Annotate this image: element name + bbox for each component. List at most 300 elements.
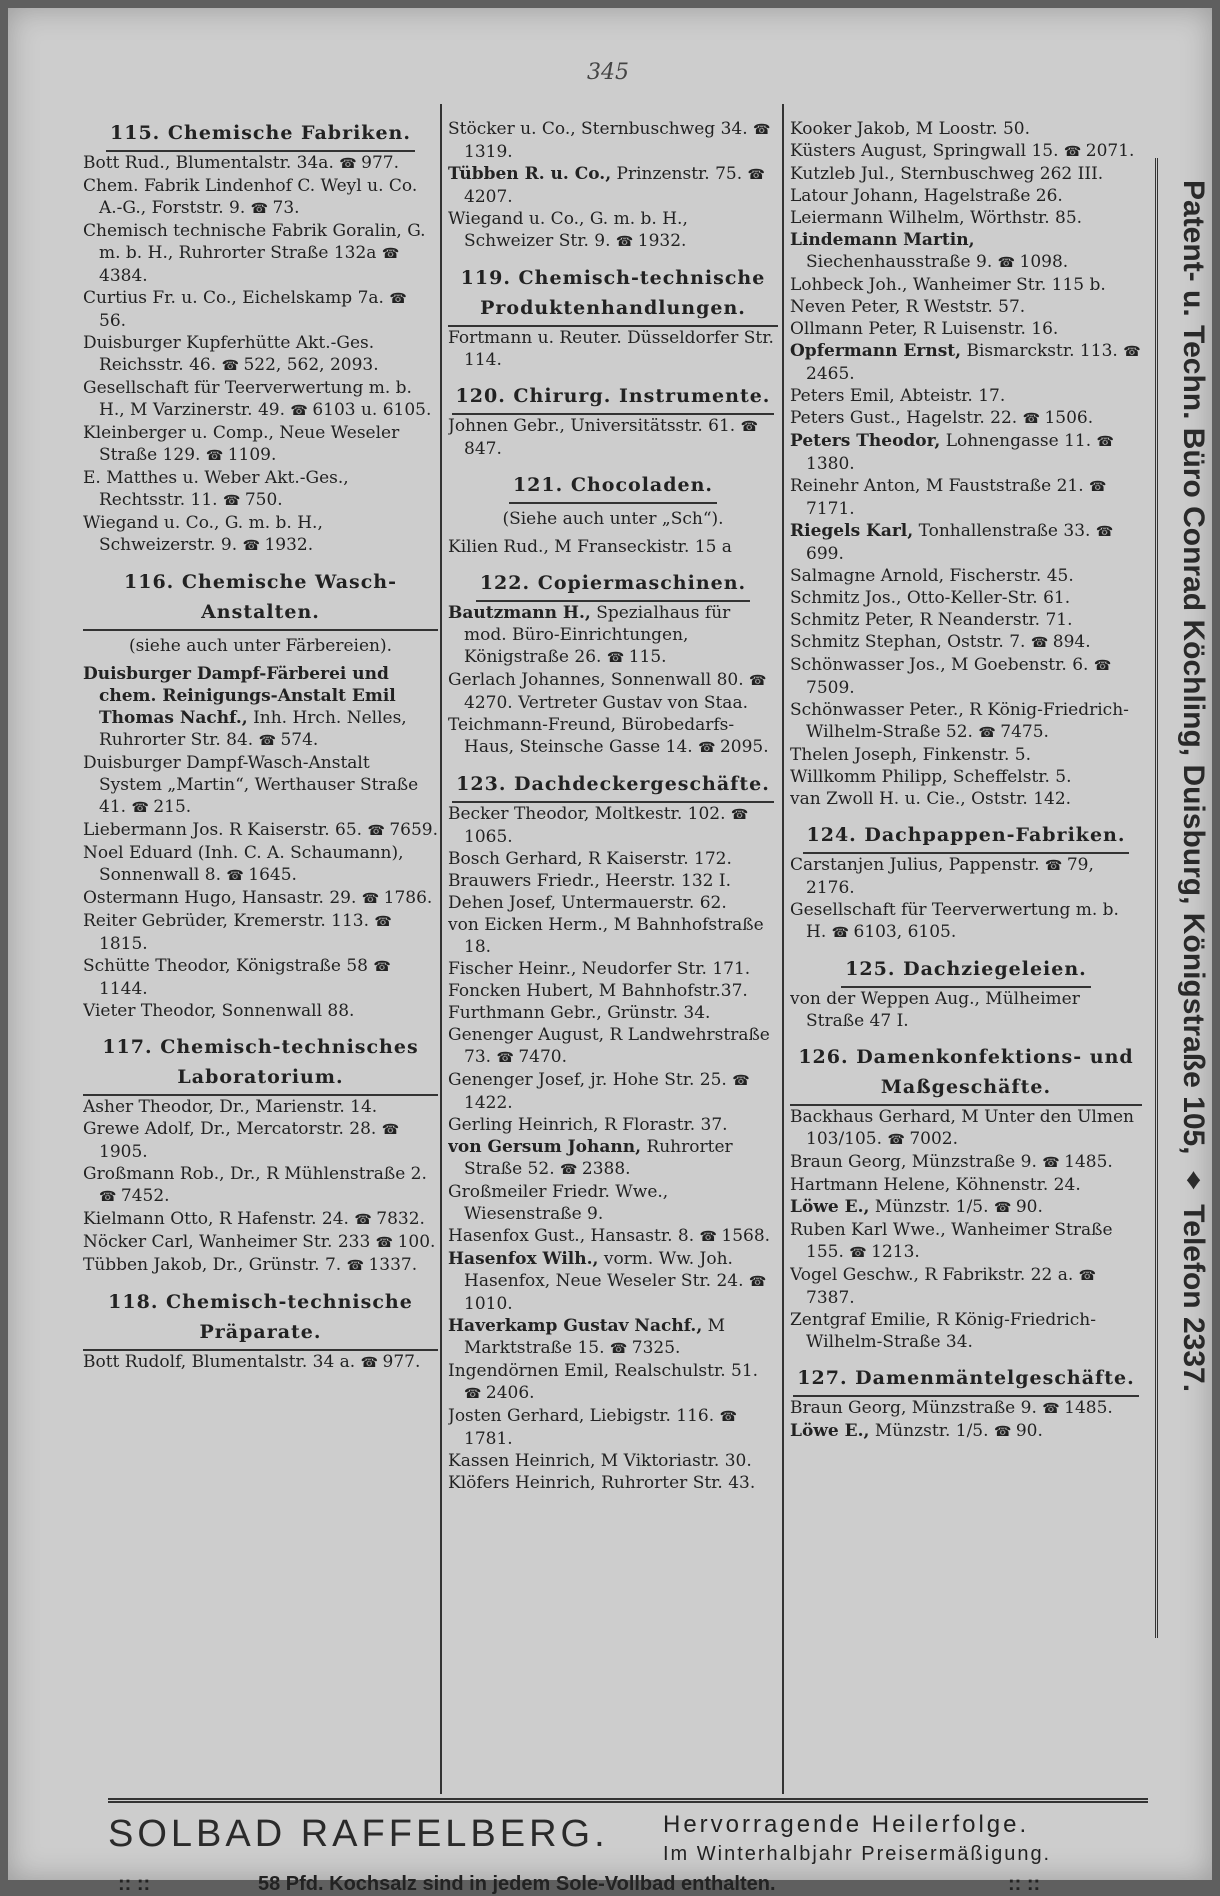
- entry-phone: ☎ 1781.: [464, 1406, 737, 1449]
- entry-text: Peters Gust., Hagelstr. 22.: [790, 408, 1018, 428]
- directory-entry: [790, 1219, 1142, 1264]
- entry-phone: ☎ 1786.: [362, 888, 433, 908]
- entry-text: Spezialhaus für mod. Büro-Einrichtungen, Königstraße 26.: [464, 603, 731, 667]
- directory-entry: [790, 766, 1142, 788]
- entry-text: Willkomm Philipp, Scheffelstr. 5.: [790, 767, 1072, 787]
- entry-text: Bismarckstr. 113.: [966, 341, 1118, 361]
- entry-text: Schmitz Stephan, Oststr. 7.: [790, 632, 1026, 652]
- directory-entry: [790, 988, 1142, 1032]
- entry-text: Klöfers Heinrich, Ruhrorter Str. 43.: [448, 1473, 756, 1493]
- directory-entry: [790, 699, 1142, 744]
- directory-entry: [83, 1351, 438, 1374]
- directory-entry: [83, 467, 438, 512]
- directory-entry: [790, 587, 1142, 609]
- entry-phone: ☎ 894.: [1031, 632, 1091, 652]
- section-title: 121. Chocoladen.: [509, 470, 717, 504]
- entry-phone: ☎ 1568.: [700, 1226, 771, 1246]
- entry-name-bold: Löwe E.,: [790, 1197, 870, 1217]
- directory-entry: [83, 752, 438, 819]
- entry-text: Chemisch technische Fabrik Goralin, G. m. b. H., Ruhrorter Straße 132a: [83, 221, 426, 263]
- directory-entry: [448, 1024, 778, 1069]
- entry-text: von Eicken Herm., M Bahnhofstraße 18.: [448, 915, 764, 957]
- directory-entry: [790, 1106, 1142, 1151]
- entry-text: Hartmann Helene, Köhnenstr. 24.: [790, 1175, 1081, 1195]
- entry-phone: ☎ 7452.: [99, 1186, 170, 1206]
- entry-name-bold: Löwe E.,: [790, 1421, 870, 1441]
- entry-text: Dehen Josef, Untermauerstr. 62.: [448, 893, 727, 913]
- entry-text: Ollmann Peter, R Luisenstr. 16.: [790, 319, 1059, 339]
- column-divider: [782, 104, 784, 1794]
- entry-text: Schönwasser Peter., R König-Friedrich-Wilhelm-Straße 52.: [790, 700, 1129, 742]
- column-middle: [448, 108, 778, 1788]
- directory-entry: [448, 892, 778, 914]
- section-title: 115. Chemische Fabriken.: [106, 118, 415, 152]
- directory-section: [448, 263, 778, 371]
- entry-text: Tübben Jakob, Dr., Grünstr. 7.: [83, 1255, 342, 1275]
- directory-entry: [448, 1450, 778, 1472]
- directory-entry: [83, 512, 438, 557]
- directory-entry: [83, 663, 438, 752]
- entry-phone: ☎ 2095.: [698, 737, 769, 757]
- entry-phone: ☎ 1485.: [1042, 1152, 1113, 1172]
- entry-phone: ☎ 1144.: [99, 956, 391, 999]
- directory-entry: [448, 958, 778, 980]
- section-heading: [83, 118, 438, 152]
- page-number: 345: [587, 60, 629, 85]
- entry-name-bold: Peters Theodor,: [790, 431, 941, 451]
- section-heading: [790, 1042, 1142, 1106]
- directory-entry: [448, 1248, 778, 1315]
- directory-entry: [83, 1163, 438, 1208]
- directory-entry: [790, 1264, 1142, 1309]
- entry-phone: ☎ 1422.: [464, 1070, 750, 1113]
- entry-text: Ruben Karl Wwe., Wanheimer Straße 155.: [790, 1220, 1113, 1262]
- entry-phone: ☎ 977.: [361, 1352, 421, 1372]
- entry-text: Vieter Theodor, Sonnenwall 88.: [83, 1001, 355, 1021]
- directory-entry: [83, 842, 438, 887]
- entry-text: Ostermann Hugo, Hansastr. 29.: [83, 888, 357, 908]
- entry-phone: ☎ 215.: [131, 797, 191, 817]
- entry-phone: ☎ 7659.: [367, 820, 438, 840]
- directory-entry: [790, 385, 1142, 407]
- section-title: 117. Chemisch-technisches Laboratorium.: [83, 1032, 438, 1096]
- directory-entry: [448, 1181, 778, 1225]
- entry-phone: ☎ 2388.: [560, 1159, 631, 1179]
- entry-phone: ☎ 1905.: [99, 1119, 399, 1162]
- entry-text: Chem. Fabrik Lindenhof C. Weyl u. Co. A.-G., Forststr. 9.: [83, 176, 418, 218]
- entry-phone: ☎ 2465.: [806, 341, 1141, 384]
- directory-entry: [448, 980, 778, 1002]
- entry-text: Johnen Gebr., Universitätsstr. 61.: [448, 416, 736, 436]
- section-heading: [83, 1287, 438, 1351]
- entry-text: Fischer Heinr., Neudorfer Str. 171.: [448, 959, 751, 979]
- directory-entry: [83, 910, 438, 955]
- section-heading: [83, 567, 438, 631]
- entry-text: Küsters August, Springwall 15.: [790, 141, 1059, 161]
- entry-text: Bott Rud., Blumentalstr. 34a.: [83, 153, 334, 173]
- directory-entry: [790, 520, 1142, 565]
- ad-brand: SOLBAD RAFFELBERG.: [108, 1813, 609, 1855]
- directory-entry: [790, 1397, 1142, 1420]
- entry-text: Kilien Rud., M Franseckistr. 15 a: [448, 537, 732, 557]
- entry-name-bold: Lindemann Martin,: [790, 230, 975, 250]
- entry-phone: ☎ 7475.: [978, 722, 1049, 742]
- entry-text: Gerlach Johannes, Sonnenwall 80.: [448, 670, 744, 690]
- section-title: 120. Chirurg. Instrumente.: [452, 381, 775, 415]
- entry-text: Vogel Geschw., R Fabrikstr. 22 a.: [790, 1265, 1074, 1285]
- directory-entry: [790, 788, 1142, 810]
- entry-text: vorm. Ww. Joh. Hasenfox, Neue Weseler Str. 24.: [464, 1249, 744, 1291]
- entry-text: Brauwers Friedr., Heerstr. 132 I.: [448, 871, 732, 891]
- directory-section: [83, 1032, 438, 1277]
- entry-name-bold: Opfermann Ernst,: [790, 341, 962, 361]
- entry-text: Duisburger Dampf-Wasch-Anstalt System „Martin“, Werthauser Straße 41.: [83, 753, 419, 817]
- directory-section: [790, 118, 1142, 810]
- entry-text: Schütte Theodor, Königstraße 58: [83, 956, 368, 976]
- entry-text: Hasenfox Gust., Hansastr. 8.: [448, 1226, 695, 1246]
- entry-phone: ☎ 847.: [464, 416, 758, 459]
- entry-phone: ☎ 1010.: [464, 1271, 766, 1314]
- directory-entry: [790, 1309, 1142, 1353]
- directory-section: [790, 820, 1142, 944]
- directory-entry: [448, 163, 778, 208]
- directory-entry: [448, 536, 778, 558]
- section-title: 123. Dachdeckergeschäfte.: [452, 769, 774, 803]
- directory-entry: [448, 1360, 778, 1405]
- entry-text: Wiegand u. Co., G. m. b. H., Schweizerstr. 9.: [83, 513, 323, 555]
- entry-text: Genenger August, R Landwehrstraße 73.: [448, 1025, 770, 1067]
- directory-entry: [790, 185, 1142, 207]
- section-heading: [790, 1363, 1142, 1397]
- directory-section: [448, 470, 778, 558]
- entry-phone: ☎ 90.: [994, 1421, 1043, 1441]
- entry-text: Asher Theodor, Dr., Marienstr. 14.: [83, 1097, 378, 1117]
- directory-entry: [448, 803, 778, 848]
- entry-text: Braun Georg, Münzstraße 9.: [790, 1152, 1037, 1172]
- entry-phone: ☎ 1645.: [226, 865, 297, 885]
- directory-entry: [790, 229, 1142, 274]
- directory-section: [790, 954, 1142, 1032]
- directory-section: [790, 1042, 1142, 1353]
- entry-text: Becker Theodor, Moltkestr. 102.: [448, 804, 726, 824]
- entry-text: Reinehr Anton, M Fauststraße 21.: [790, 476, 1084, 496]
- entry-phone: ☎ 4384.: [99, 243, 399, 286]
- entry-text: Thelen Joseph, Finkenstr. 5.: [790, 745, 1032, 765]
- directory-entry: [83, 1208, 438, 1231]
- directory-entry: [83, 332, 438, 377]
- entry-name-bold: von Gersum Johann,: [448, 1137, 642, 1157]
- ad-line-2: Im Winterhalbjahr Preisermäßigung.: [663, 1843, 1052, 1865]
- entry-text: Fortmann u. Reuter. Düsseldorfer Str. 114.: [448, 328, 774, 370]
- directory-entry: [83, 287, 438, 332]
- entry-text: Gerling Heinrich, R Florastr. 37.: [448, 1115, 728, 1135]
- section-title: 119. Chemisch-technische Produktenhandlungen.: [448, 263, 778, 327]
- directory-entry: [83, 175, 438, 220]
- directory-section: [83, 118, 438, 557]
- entry-text: Stöcker u. Co., Sternbuschweg 34.: [448, 119, 748, 139]
- directory-page: [8, 8, 1212, 1895]
- entry-phone: ☎ 1932.: [616, 231, 687, 251]
- directory-entry: [790, 118, 1142, 140]
- entry-text: Bott Rudolf, Blumentalstr. 34 a.: [83, 1352, 356, 1372]
- directory-entry: [448, 1225, 778, 1248]
- directory-entry: [448, 1315, 778, 1360]
- directory-entry: [790, 899, 1142, 944]
- entry-phone: ☎ 7002.: [887, 1129, 958, 1149]
- directory-entry: [790, 654, 1142, 699]
- entry-name-bold: Hasenfox Wilh.,: [448, 1249, 599, 1269]
- ad-line-1: Hervorragende Heilerfolge.: [663, 1811, 1030, 1838]
- entry-text: Kutzleb Jul., Sternbuschweg 262 III.: [790, 164, 1104, 184]
- entry-text: Neven Peter, R Weststr. 57.: [790, 297, 1026, 317]
- entry-text: Schmitz Peter, R Neanderstr. 71.: [790, 610, 1073, 630]
- entry-phone: ☎ 1319.: [464, 119, 770, 162]
- entry-text: Salmagne Arnold, Fischerstr. 45.: [790, 566, 1074, 586]
- entry-phone: ☎ 2406.: [464, 1383, 535, 1403]
- entry-text: Furthmann Gebr., Grünstr. 34.: [448, 1003, 711, 1023]
- directory-entry: [448, 914, 778, 958]
- entry-text: Josten Gerhard, Liebigstr. 116.: [448, 1406, 715, 1426]
- directory-entry: [790, 140, 1142, 163]
- column-right: [790, 108, 1142, 1788]
- entry-text: Schönwasser Jos., M Goebenstr. 6.: [790, 655, 1089, 675]
- directory-entry: [790, 1151, 1142, 1174]
- entry-text: Prinzenstr. 75.: [616, 164, 743, 184]
- entry-phone: ☎ 7832.: [354, 1209, 425, 1229]
- entry-phone: ☎ 79, 2176.: [806, 855, 1094, 898]
- entry-phone: ☎ 1065.: [464, 804, 748, 847]
- section-heading: [83, 1032, 438, 1096]
- column-divider: [440, 104, 442, 1794]
- entry-text: Teichmann-Freund, Bürobedarfs-Haus, Steinsche Gasse 14.: [448, 715, 735, 757]
- section-title: 125. Dachziegeleien.: [841, 954, 1091, 988]
- entry-phone: ☎ 90.: [994, 1197, 1043, 1217]
- entry-phone: ☎ 115.: [607, 647, 667, 667]
- directory-entry: [790, 296, 1142, 318]
- entry-text: Münzstr. 1/5.: [874, 1197, 989, 1217]
- entry-phone: ☎ 574.: [259, 730, 319, 750]
- entry-phone: ☎ 4207.: [464, 164, 765, 207]
- entry-text: Gesellschaft für Teerverwertung m. b. H.: [790, 900, 1119, 942]
- entry-text: Lohbeck Joh., Wanheimer Str. 115 b.: [790, 275, 1106, 295]
- directory-entry: [83, 1096, 438, 1118]
- section-heading: [448, 263, 778, 327]
- entry-phone: ☎ 7470.: [496, 1047, 567, 1067]
- directory-entry: [448, 848, 778, 870]
- entry-text: Großmeiler Friedr. Wwe., Wiesenstraße 9.: [448, 1182, 669, 1224]
- entry-phone: ☎ 6103, 6105.: [832, 922, 957, 942]
- entry-text: Zentgraf Emilie, R König-Friedrich-Wilhelm-Straße 34.: [790, 1310, 1096, 1352]
- directory-entry: [448, 415, 778, 460]
- directory-entry: [448, 1002, 778, 1024]
- ad-bottom-line: 58 Pfd. Kochsalz sind in jedem Sole-Vollbad enthalten.: [258, 1873, 776, 1895]
- entry-name-bold: Bautzmann H.,: [448, 603, 591, 623]
- entry-text: Grewe Adolf, Dr., Mercatorstr. 28.: [83, 1119, 377, 1139]
- entry-text: Nöcker Carl, Wanheimer Str. 233: [83, 1232, 371, 1252]
- entry-text: van Zwoll H. u. Cie., Oststr. 142.: [790, 789, 1072, 809]
- entry-text: Curtius Fr. u. Co., Eichelskamp 7a.: [83, 288, 384, 308]
- directory-section: [448, 118, 778, 253]
- entry-phone: ☎ 699.: [806, 521, 1113, 564]
- entry-phone: ☎ 1485.: [1042, 1398, 1113, 1418]
- entry-text: Münzstr. 1/5.: [874, 1421, 989, 1441]
- entry-text: Genenger Josef, jr. Hohe Str. 25.: [448, 1070, 727, 1090]
- entry-phone: ☎ 1337.: [347, 1255, 418, 1275]
- directory-entry: [448, 1405, 778, 1450]
- directory-entry: [83, 422, 438, 467]
- directory-entry: [83, 1000, 438, 1022]
- entry-phone: ☎ 1932.: [243, 535, 314, 555]
- section-note: (Siehe auch unter „Sch“).: [502, 509, 724, 529]
- entry-phone: ☎ 56.: [99, 288, 407, 331]
- entry-phone: ☎ 1213.: [849, 1242, 920, 1262]
- directory-entry: [790, 274, 1142, 296]
- entry-text: Leiermann Wilhelm, Wörthstr. 85.: [790, 208, 1083, 228]
- entry-text: Liebermann Jos. R Kaiserstr. 65.: [83, 820, 363, 840]
- directory-section: [83, 567, 438, 1022]
- entry-text: Reiter Gebrüder, Kremerstr. 113.: [83, 911, 369, 931]
- entry-phone: ☎ 1380.: [806, 431, 1114, 474]
- entry-text: Großmann Rob., Dr., R Mühlenstraße 2.: [83, 1164, 427, 1184]
- directory-entry: [448, 602, 778, 669]
- entry-phone: ☎ 1098.: [998, 252, 1069, 272]
- entry-text: Kassen Heinrich, M Viktoriastr. 30.: [448, 1451, 752, 1471]
- ad-ornament-left: :: ::: [118, 1873, 151, 1895]
- directory-entry: [83, 955, 438, 1000]
- directory-section: [83, 1287, 438, 1374]
- advertisement: [108, 1798, 1148, 1893]
- directory-entry: [790, 609, 1142, 631]
- directory-entry: [83, 1254, 438, 1277]
- directory-entry: [448, 1136, 778, 1181]
- directory-entry: [448, 870, 778, 892]
- directory-entry: [448, 1472, 778, 1494]
- directory-entry: [83, 887, 438, 910]
- entry-text: Kielmann Otto, R Hafenstr. 24.: [83, 1209, 349, 1229]
- entry-text: Lohnengasse 11.: [945, 431, 1092, 451]
- entry-text: Inh. Hrch. Nelles, Ruhrorter Str. 84.: [99, 708, 407, 750]
- entry-text: M Marktstraße 15.: [464, 1316, 726, 1358]
- entry-phone: ☎ 977.: [339, 153, 399, 173]
- entry-name-bold: Duisburger Dampf-Färberei und chem. Reinigungs-Anstalt Emil Thomas Nachf.,: [83, 664, 396, 728]
- directory-entry: [790, 1420, 1142, 1443]
- entry-text: Braun Georg, Münzstraße 9.: [790, 1398, 1037, 1418]
- entry-phone: ☎ 100.: [376, 1232, 436, 1252]
- entry-phone: ☎ 7325.: [610, 1338, 681, 1358]
- directory-entry: [83, 220, 438, 287]
- directory-entry: [790, 1196, 1142, 1219]
- section-heading: [448, 769, 778, 803]
- entry-phone: ☎ 6103 u. 6105.: [290, 400, 431, 420]
- entry-phone: ☎ 522, 562, 2093.: [222, 355, 379, 375]
- directory-entry: [448, 208, 778, 253]
- entry-phone: ☎ 7509.: [806, 655, 1111, 698]
- entry-phone: ☎ 1109.: [206, 445, 277, 465]
- directory-entry: [790, 430, 1142, 475]
- entry-text: Backhaus Gerhard, M Unter den Ulmen 103/105.: [790, 1107, 1134, 1149]
- entry-text: Peters Emil, Abteistr. 17.: [790, 386, 1006, 406]
- entry-text: Ruhrorter Straße 52.: [464, 1137, 733, 1179]
- side-banner-text: Patent- u. Techn. Büro Conrad Köchling, Duisburg, Königstraße 105, ♦ Telefon 2337.: [1177, 180, 1210, 1393]
- entry-text: Ingendörnen Emil, Realschulstr. 51.: [448, 1361, 759, 1381]
- directory-entry: [448, 118, 778, 163]
- entry-text: Siechenhausstraße 9.: [806, 252, 993, 272]
- entry-text: Carstanjen Julius, Pappenstr.: [790, 855, 1040, 875]
- entry-text: von der Weppen Aug., Mülheimer Straße 47 I.: [790, 989, 1080, 1031]
- directory-entry: [790, 565, 1142, 587]
- entry-text: Bosch Gerhard, R Kaiserstr. 172.: [448, 849, 732, 869]
- entry-text: Kleinberger u. Comp., Neue Weseler Straße 129.: [83, 423, 400, 465]
- directory-entry: [448, 714, 778, 759]
- entry-text: Tonhallenstraße 33.: [918, 521, 1091, 541]
- section-title: 127. Damenmäntelgeschäfte.: [793, 1363, 1138, 1397]
- directory-entry: [790, 163, 1142, 185]
- ad-ornament-right: :: ::: [1008, 1873, 1041, 1895]
- directory-section: [448, 381, 778, 460]
- directory-entry: [448, 327, 778, 371]
- section-heading: [448, 568, 778, 602]
- section-heading: [790, 954, 1142, 988]
- entry-text: Latour Johann, Hagelstraße 26.: [790, 186, 1063, 206]
- directory-entry: [83, 819, 438, 842]
- section-heading: [448, 470, 778, 504]
- directory-entry: [83, 377, 438, 422]
- directory-entry: [790, 207, 1142, 229]
- entry-phone: ☎ 4270. Vertreter Gustav von Staa.: [464, 670, 766, 713]
- directory-entry: [790, 1174, 1142, 1196]
- entry-text: Foncken Hubert, M Bahnhofstr.37.: [448, 981, 748, 1001]
- entry-phone: ☎ 1506.: [1023, 408, 1094, 428]
- entry-text: Kooker Jakob, M Loostr. 50.: [790, 119, 1031, 139]
- section-title: 122. Copiermaschinen.: [476, 568, 750, 602]
- directory-entry: [790, 318, 1142, 340]
- entry-phone: ☎ 1815.: [99, 911, 392, 954]
- column-left: [83, 108, 438, 1788]
- entry-text: Gesellschaft für Teerverwertung m. b. H., M Varzinerstr. 49.: [83, 378, 412, 420]
- directory-entry: [790, 744, 1142, 766]
- directory-section: [790, 1363, 1142, 1443]
- directory-section: [448, 568, 778, 759]
- section-title: 118. Chemisch-technische Präparate.: [83, 1287, 438, 1351]
- directory-entry: [790, 475, 1142, 520]
- entry-name-bold: Tübben R. u. Co.,: [448, 164, 612, 184]
- entry-text: Wiegand u. Co., G. m. b. H., Schweizer Str. 9.: [448, 209, 688, 251]
- section-title: 116. Chemische Wasch-Anstalten.: [83, 567, 438, 631]
- directory-entry: [83, 1118, 438, 1163]
- entry-phone: ☎ 7387.: [806, 1265, 1096, 1308]
- section-title: 126. Damenkonfektions- und Maßgeschäfte.: [790, 1042, 1142, 1106]
- directory-entry: [83, 152, 438, 175]
- directory-entry: [448, 669, 778, 714]
- entry-text: Noel Eduard (Inh. C. A. Schaumann), Sonnenwall 8.: [83, 843, 404, 885]
- section-title: 124. Dachpappen-Fabriken.: [803, 820, 1130, 854]
- entry-phone: ☎ 750.: [223, 490, 283, 510]
- directory-entry: [83, 1231, 438, 1254]
- entry-text: E. Matthes u. Weber Akt.-Ges., Rechtsstr. 11.: [83, 468, 349, 510]
- entry-name-bold: Haverkamp Gustav Nachf.,: [448, 1316, 703, 1336]
- entry-phone: ☎ 7171.: [806, 476, 1106, 519]
- entry-text: Schmitz Jos., Otto-Keller-Str. 61.: [790, 588, 1071, 608]
- directory-entry: [448, 1069, 778, 1114]
- entry-phone: ☎ 73.: [251, 198, 300, 218]
- directory-entry: [790, 340, 1142, 385]
- directory-section: [448, 769, 778, 1494]
- section-heading: [448, 381, 778, 415]
- entry-text: Duisburger Kupferhütte Akt.-Ges. Reichsstr. 46.: [83, 333, 375, 375]
- directory-entry: [790, 631, 1142, 654]
- entry-phone: ☎ 2071.: [1064, 141, 1135, 161]
- directory-entry: [790, 407, 1142, 430]
